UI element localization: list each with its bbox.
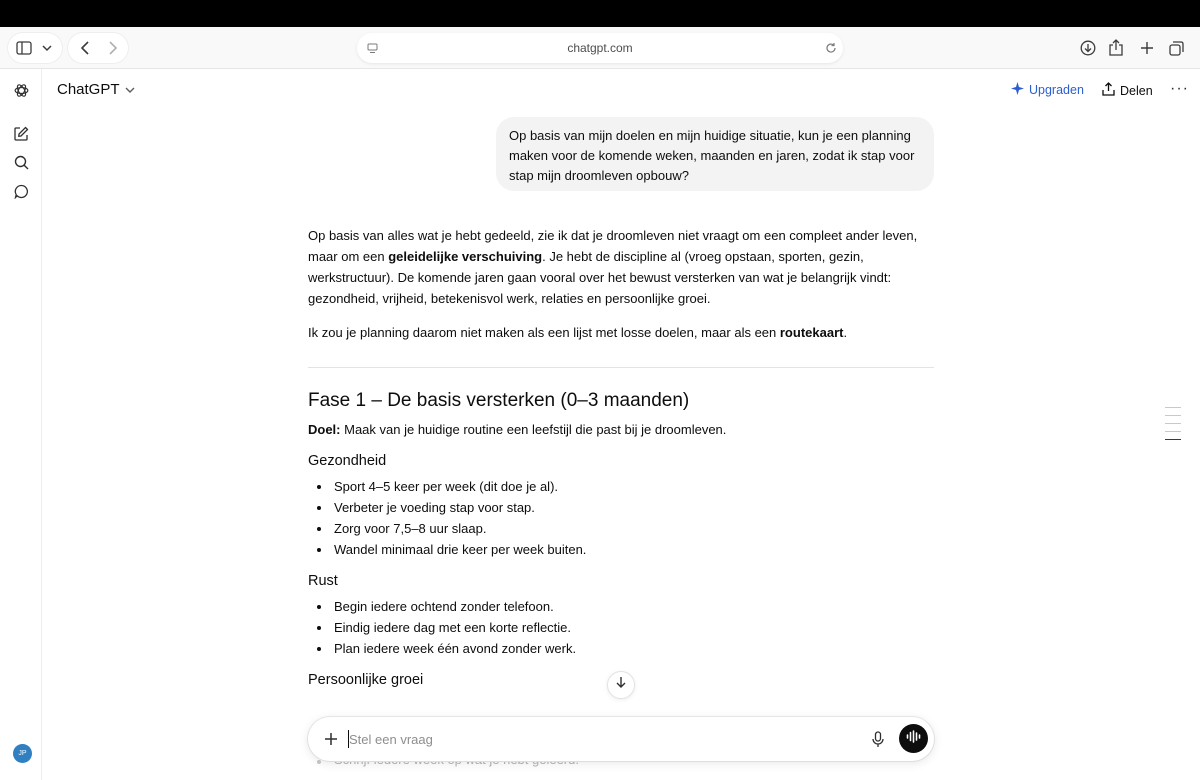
composer [308, 717, 934, 761]
url-text[interactable]: chatgpt.com [567, 41, 633, 55]
section-heading: Persoonlijke groei [308, 672, 424, 688]
bullet-list [308, 596, 938, 659]
bullet-list [308, 476, 938, 560]
conversation-minimap[interactable] [1165, 407, 1181, 447]
add-attachment-button[interactable] [320, 728, 342, 750]
answer-paragraph: Op basis van alles wat je hebt gedeeld, zie ik dat je droomleven niet vraagt om een compleet ander leven, maar om een geleidelijke verschuiving. Je hebt de discipline al (vroeg opstaan, sporten, gezin, werkstructuur). De komende jaren gaan vooral over het bewust versterken van wat je belangrijk vindt: gezondheid, vrijheid, betekenisvol werk, relaties en persoonlijke groei. [308, 228, 918, 306]
list-item: Eindig iedere dag met een korte reflectie. [308, 617, 938, 638]
forward-icon[interactable] [104, 39, 122, 57]
model-selector[interactable] [57, 81, 135, 98]
user-message: Op basis van mijn doelen en mijn huidige situatie, kun je een planning maken voor de komende weken, maanden en jaren, zodat ik stap voor stap mijn droomleven opbouw? [496, 117, 934, 191]
phase-title: Fase 1 – De basis versterken (0–3 maanden) [308, 390, 690, 411]
share-icon[interactable] [1106, 37, 1126, 57]
page-title: ChatGPT [57, 81, 120, 98]
list-item: Verbeter je voeding stap voor stap. [308, 497, 938, 518]
tabs-icon[interactable] [1166, 38, 1186, 58]
divider [308, 367, 934, 368]
download-icon[interactable] [1078, 38, 1098, 58]
sidebar [0, 69, 42, 780]
list-item: Wandel minimaal drie keer per week buiten. [308, 539, 938, 560]
upgrade-button[interactable] [1011, 82, 1084, 98]
sparkle-icon [1011, 82, 1024, 98]
share-button[interactable] [1102, 82, 1153, 99]
section-heading: Gezondheid [308, 453, 387, 469]
reload-icon[interactable] [824, 41, 838, 55]
chevron-down-icon[interactable] [40, 41, 54, 55]
list-item: Plan iedere week één avond zonder werk. [308, 638, 938, 659]
minimap-line[interactable] [1165, 407, 1181, 408]
share-icon [1102, 82, 1115, 99]
minimap-line[interactable] [1165, 415, 1181, 416]
voice-mode-button[interactable] [899, 724, 928, 753]
openai-logo-icon[interactable] [12, 81, 30, 99]
chevron-down-icon [125, 81, 135, 98]
waveform-icon [906, 730, 921, 748]
minimap-line[interactable] [1165, 431, 1181, 432]
address-bar[interactable] [357, 33, 843, 63]
microphone-button[interactable] [868, 729, 888, 749]
new-chat-icon[interactable] [12, 124, 30, 142]
avatar[interactable]: JP [13, 744, 32, 763]
back-icon[interactable] [76, 39, 94, 57]
list-item: Zorg voor 7,5–8 uur slaap. [308, 518, 938, 539]
device-status-bar [0, 0, 1200, 27]
assistant-message [308, 225, 938, 688]
page-menu-icon[interactable] [365, 41, 379, 55]
browser-toolbar [0, 27, 1200, 69]
list-item: Begin iedere ochtend zonder telefoon. [308, 596, 938, 617]
arrow-down-icon [615, 676, 627, 694]
search-icon[interactable] [12, 153, 30, 171]
minimap-line-active[interactable] [1165, 439, 1181, 440]
more-options-icon[interactable]: ··· [1170, 80, 1189, 97]
answer-paragraph: Ik zou je planning daarom niet maken als een lijst met losse doelen, maar als een routekaart. [308, 325, 848, 340]
new-tab-icon[interactable] [1137, 38, 1157, 58]
phase-goal: Doel: Maak van je huidige routine een leefstijl die past bij je droomleven. [308, 422, 727, 437]
chat-bubble-icon[interactable] [12, 182, 30, 200]
upgrade-label: Upgraden [1029, 83, 1084, 97]
share-label: Delen [1120, 83, 1153, 98]
prompt-input[interactable] [349, 730, 849, 748]
section-heading: Rust [308, 573, 338, 589]
sidebar-toggle-icon[interactable] [14, 39, 34, 57]
minimap-line[interactable] [1165, 423, 1181, 424]
list-item: Sport 4–5 keer per week (dit doe je al). [308, 476, 938, 497]
scroll-to-bottom-button[interactable] [607, 671, 635, 699]
